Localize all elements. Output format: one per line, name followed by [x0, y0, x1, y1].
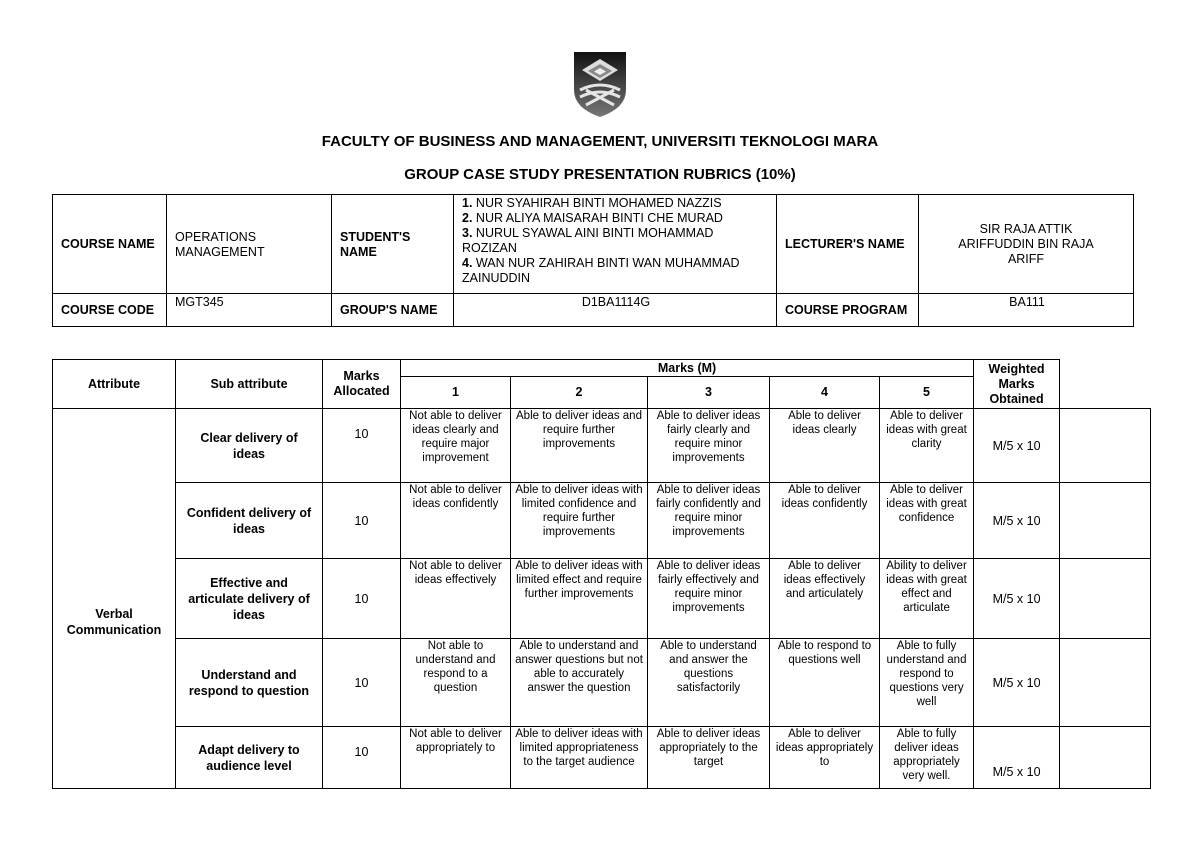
marks-allocated: 10	[323, 639, 401, 727]
level-4: Able to deliver ideas confidently	[770, 483, 880, 559]
student-1: 1. NUR SYAHIRAH BINTI MOHAMED NAZZIS	[462, 196, 722, 210]
score-cell	[1060, 639, 1151, 727]
level-2: Able to deliver ideas with limited effect and require further improvements	[511, 559, 648, 639]
marks-allocated-header: Marks Allocated	[323, 360, 401, 409]
student-3: 3. NURUL SYAWAL AINI BINTI MOHAMMAD ROZIZAN	[462, 226, 714, 255]
level-3: Able to deliver ideas fairly effectively and require minor improvements	[648, 559, 770, 639]
level-1: Not able to deliver appropriately to	[401, 727, 511, 789]
score-cell	[1060, 483, 1151, 559]
course-info-table	[52, 194, 1134, 327]
students-list	[454, 195, 777, 294]
rubric-title: GROUP CASE STUDY PRESENTATION RUBRICS (10%)	[404, 166, 796, 183]
sub-attribute: Understand and respond to question	[176, 639, 323, 727]
students-name-label: STUDENT'S NAME	[332, 195, 454, 294]
rubric-row	[53, 639, 1151, 727]
sub-attribute: Effective and articulate delivery of ideas	[176, 559, 323, 639]
score-cell	[1060, 559, 1151, 639]
header-spacer	[1060, 360, 1151, 409]
rubric-table	[52, 359, 1151, 789]
groups-name-label: GROUP'S NAME	[332, 294, 454, 327]
student-2: 2. NUR ALIYA MAISARAH BINTI CHE MURAD	[462, 211, 723, 225]
rubric-row	[53, 409, 1151, 483]
rubric-row	[53, 727, 1151, 789]
level-3: Able to deliver ideas fairly confidently and require minor improvements	[648, 483, 770, 559]
level-3: Able to deliver ideas fairly clearly and require minor improvements	[648, 409, 770, 483]
attribute-header: Attribute	[53, 360, 176, 409]
rubric-row	[53, 559, 1151, 639]
uitm-logo	[572, 50, 628, 118]
level-5: Able to deliver ideas with great confidence	[880, 483, 974, 559]
level-1: Not able to deliver ideas confidently	[401, 483, 511, 559]
course-code-value: MGT345	[167, 294, 332, 327]
level-5: Able to fully deliver ideas appropriately very well.	[880, 727, 974, 789]
level-5: Ability to deliver ideas with great effect and articulate	[880, 559, 974, 639]
scale-3: 3	[648, 377, 770, 409]
course-name-label: COURSE NAME	[53, 195, 167, 294]
weighted-marks-header: Weighted Marks Obtained	[974, 360, 1060, 409]
level-4: Able to deliver ideas clearly	[770, 409, 880, 483]
level-1: Not able to understand and respond to a question	[401, 639, 511, 727]
score-cell	[1060, 727, 1151, 789]
level-4: Able to deliver ideas effectively and articulately	[770, 559, 880, 639]
weighted-formula: M/5 x 10	[974, 639, 1060, 727]
level-3: Able to deliver ideas appropriately to the target	[648, 727, 770, 789]
marks-allocated: 10	[323, 727, 401, 789]
lecturer-name-value: SIR RAJA ATTIK ARIFFUDDIN BIN RAJA ARIFF	[919, 195, 1134, 294]
level-2: Able to deliver ideas and require further improvements	[511, 409, 648, 483]
weighted-formula: M/5 x 10	[974, 727, 1060, 789]
level-2: Able to understand and answer questions but not able to accurately answer the question	[511, 639, 648, 727]
weighted-formula: M/5 x 10	[974, 559, 1060, 639]
group-name-value: D1BA1114G	[454, 294, 777, 327]
sub-attribute: Confident delivery of ideas	[176, 483, 323, 559]
level-3: Able to understand and answer the questions satisfactorily	[648, 639, 770, 727]
scale-2: 2	[511, 377, 648, 409]
scale-1: 1	[401, 377, 511, 409]
level-2: Able to deliver ideas with limited appropriateness to the target audience	[511, 727, 648, 789]
level-1: Not able to deliver ideas clearly and require major improvement	[401, 409, 511, 483]
sub-attribute: Clear delivery of ideas	[176, 409, 323, 483]
level-2: Able to deliver ideas with limited confidence and require further improvements	[511, 483, 648, 559]
sub-attribute: Adapt delivery to audience level	[176, 727, 323, 789]
level-4: Able to respond to questions well	[770, 639, 880, 727]
marks-allocated: 10	[323, 483, 401, 559]
marks-m-header: Marks (M)	[401, 360, 974, 377]
student-4: 4. WAN NUR ZAHIRAH BINTI WAN MUHAMMAD ZAINUDDIN	[462, 256, 740, 285]
level-5: Able to fully understand and respond to questions very well	[880, 639, 974, 727]
rubric-row	[53, 483, 1151, 559]
sub-attribute-header: Sub attribute	[176, 360, 323, 409]
course-code-label: COURSE CODE	[53, 294, 167, 327]
course-name-value: OPERATIONS MANAGEMENT	[167, 195, 332, 294]
faculty-title: FACULTY OF BUSINESS AND MANAGEMENT, UNIVERSITI TEKNOLOGI MARA	[321, 133, 879, 150]
marks-allocated: 10	[323, 559, 401, 639]
score-cell	[1060, 409, 1151, 483]
weighted-formula: M/5 x 10	[974, 409, 1060, 483]
scale-4: 4	[770, 377, 880, 409]
weighted-formula: M/5 x 10	[974, 483, 1060, 559]
level-4: Able to deliver ideas appropriately to	[770, 727, 880, 789]
scale-5: 5	[880, 377, 974, 409]
level-1: Not able to deliver ideas effectively	[401, 559, 511, 639]
level-5: Able to deliver ideas with great clarity	[880, 409, 974, 483]
course-program-label: COURSE PROGRAM	[777, 294, 919, 327]
attribute-verbal-communication: Verbal Communication	[53, 409, 176, 789]
marks-allocated: 10	[323, 409, 401, 483]
lecturers-name-label: LECTURER'S NAME	[777, 195, 919, 294]
course-program-value: BA111	[919, 294, 1134, 327]
